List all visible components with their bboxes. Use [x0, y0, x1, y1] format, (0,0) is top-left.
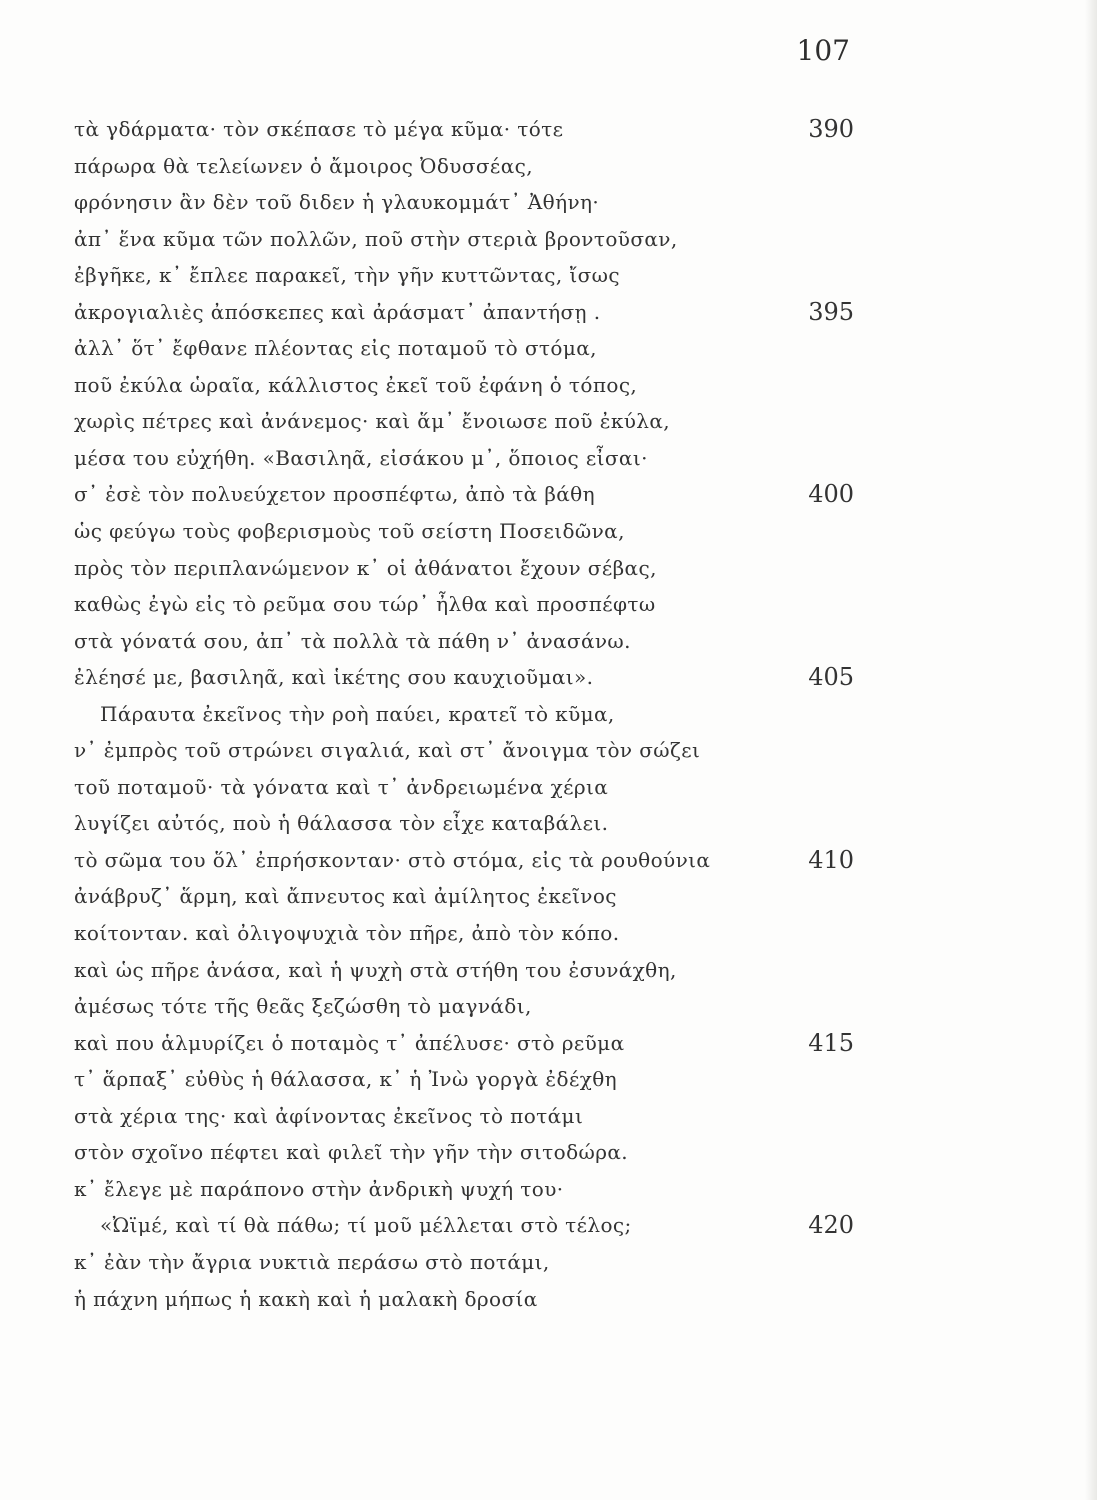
- verse-line: [74, 805, 854, 842]
- verse-line: [74, 659, 854, 696]
- poem-text: [74, 111, 854, 1317]
- verse-line: [74, 842, 854, 879]
- verse-text: Πάραυτα ἐκεῖνος τὴν ροὴ παύει, κρατεῖ τὸ κῦμα,: [100, 701, 615, 726]
- verse-line: [74, 403, 854, 440]
- page-number: 107: [796, 34, 850, 67]
- verse-line: [74, 915, 854, 952]
- verse-text: χωρὶς πέτρες καὶ ἀνάνεμος· καὶ ἅμ᾽ ἔνοιωσε ποῦ ἐκύλα,: [74, 409, 671, 434]
- verse-line: [74, 732, 854, 769]
- verse-text: ποῦ ἐκύλα ὡραῖα, κάλλιστος ἐκεῖ τοῦ ἐφάνη ὁ τόπος,: [74, 372, 638, 397]
- verse-text: καὶ που ἁλμυρίζει ὁ ποταμὸς τ᾽ ἀπέλυσε· στὸ ρεῦμα: [74, 1030, 625, 1055]
- verse-text: ὡς φεύγω τοὺς φοβερισμοὺς τοῦ σείστη Ποσειδῶνα,: [74, 519, 625, 544]
- line-number: 400: [808, 480, 854, 509]
- verse-line: [74, 330, 854, 367]
- verse-line: [74, 1281, 854, 1318]
- verse-text: ἀμέσως τότε τῆς θεᾶς ξεζώσθη τὸ μαγνάδι,: [74, 994, 532, 1019]
- verse-text: ἀνάβρυζ᾽ ἅρμη, καὶ ἄπνευτος καὶ ἀμίλητος ἐκεῖνος: [74, 884, 617, 909]
- verse-text: ἀκρογιαλιὲς ἀπόσκεπες καὶ ἀράσματ᾽ ἀπαντήσῃ .: [74, 299, 601, 324]
- verse-line: [74, 111, 854, 148]
- verse-line: [74, 1244, 854, 1281]
- verse-text: τ᾽ ἅρπαξ᾽ εὐθὺς ἡ θάλασσα, κ᾽ ἡ Ἰνὼ γοργὰ ἐδέχθη: [74, 1067, 618, 1092]
- verse-text: ἀπ᾽ ἕνα κῦμα τῶν πολλῶν, ποῦ στὴν στεριὰ βροντοῦσαν,: [74, 226, 678, 251]
- verse-line: [74, 513, 854, 550]
- verse-line: [74, 769, 854, 806]
- verse-text: ἡ πάχνη μήπως ἡ κακὴ καὶ ἡ μαλακὴ δροσία: [74, 1286, 538, 1311]
- verse-text: κ᾽ ἐὰν τὴν ἄγρια νυκτιὰ περάσω στὸ ποτάμι,: [74, 1249, 550, 1274]
- verse-line: [74, 440, 854, 477]
- verse-line: [74, 988, 854, 1025]
- verse-line: [74, 878, 854, 915]
- verse-text: λυγίζει αὐτός, ποὺ ἡ θάλασσα τὸν εἶχε καταβάλει.: [74, 811, 609, 836]
- verse-text: ν᾽ ἐμπρὸς τοῦ στρώνει σιγαλιά, καὶ στ᾽ ἄνοιγμα τὸν σώζει: [74, 738, 701, 763]
- verse-line: [74, 550, 854, 587]
- line-number: 390: [808, 115, 854, 143]
- verse-line: [74, 623, 854, 660]
- line-number: 395: [808, 297, 854, 326]
- line-number: 415: [808, 1028, 854, 1057]
- verse-text: πάρωρα θὰ τελείωνεν ὁ ἄμοιρος Ὀδυσσέας,: [74, 153, 533, 178]
- verse-text: μέσα του εὐχήθη. «Βασιληᾶ, εἰσάκου μ᾽, ὅποιος εἶσαι·: [74, 445, 648, 470]
- verse-line: [74, 1098, 854, 1135]
- verse-text: ἀλλ᾽ ὅτ᾽ ἔφθανε πλέοντας εἰς ποταμοῦ τὸ στόμα,: [74, 336, 597, 361]
- verse-text: στὸν σχοῖνο πέφτει καὶ φιλεῖ τὴν γῆν τὴν σιτοδώρα.: [74, 1140, 629, 1165]
- verse-line: [74, 221, 854, 258]
- verse-line: [74, 148, 854, 185]
- verse-text: καθὼς ἐγὼ εἰς τὸ ρεῦμα σου τώρ᾽ ἦλθα καὶ προσπέφτω: [74, 592, 656, 617]
- verse-text: καὶ ὡς πῆρε ἀνάσα, καὶ ἡ ψυχὴ στὰ στήθη του ἐσυνάχθη,: [74, 957, 677, 982]
- verse-line: [74, 367, 854, 404]
- verse-text: στὰ γόνατά σου, ἀπ᾽ τὰ πολλὰ τὰ πάθη ν᾽ ἀνασάνω.: [74, 628, 631, 653]
- line-number: 410: [808, 845, 854, 874]
- page-edge-shadow: [1085, 0, 1097, 1500]
- line-number: 420: [808, 1211, 854, 1240]
- verse-text: πρὸς τὸν περιπλανώμενον κ᾽ οἱ ἀθάνατοι ἔχουν σέβας,: [74, 555, 657, 580]
- verse-text: κοίτονταν. καὶ ὀλιγοψυχιὰ τὸν πῆρε, ἀπὸ τὸν κόπο.: [74, 921, 620, 946]
- verse-text: τὰ γδάρματα· τὸν σκέπασε τὸ μέγα κῦμα· τότε: [74, 117, 564, 141]
- verse-line: [74, 257, 854, 294]
- verse-text: ἐλέησέ με, βασιληᾶ, καὶ ἱκέτης σου καυχιοῦμαι».: [74, 665, 594, 690]
- verse-line: [74, 1025, 854, 1062]
- verse-text: «Ὠϊμέ, καὶ τί θὰ πάθω; τί μοῦ μέλλεται στὸ τέλος;: [100, 1213, 632, 1238]
- verse-line: [74, 476, 854, 513]
- verse-line: [74, 294, 854, 331]
- verse-line: [74, 1207, 854, 1244]
- verse-text: σ᾽ ἐσὲ τὸν πολυεύχετον προσπέφτω, ἀπὸ τὰ βάθη: [74, 482, 596, 507]
- verse-line: [74, 586, 854, 623]
- verse-line: [74, 184, 854, 221]
- verse-text: τοῦ ποταμοῦ· τὰ γόνατα καὶ τ᾽ ἀνδρειωμένα χέρια: [74, 774, 609, 799]
- verse-text: ἐβγῆκε, κ᾽ ἔπλεε παρακεῖ, τὴν γῆν κυττῶντας, ἴσως: [74, 263, 620, 288]
- verse-line: [74, 1061, 854, 1098]
- verse-text: τὸ σῶμα του ὅλ᾽ ἐπρήσκονταν· στὸ στόμα, εἰς τὰ ρουθούνια: [74, 847, 711, 872]
- verse-text: κ᾽ ἔλεγε μὲ παράπονο στὴν ἀνδρικὴ ψυχή του·: [74, 1176, 564, 1201]
- verse-text: φρόνησιν ἂν δὲν τοῦ διδεν ἡ γλαυκομμάτ᾽ Ἀθήνη·: [74, 190, 600, 215]
- verse-line: [74, 952, 854, 989]
- verse-line: [74, 1171, 854, 1208]
- verse-line: [74, 696, 854, 733]
- verse-text: στὰ χέρια της· καὶ ἀφίνοντας ἐκεῖνος τὸ ποτάμι: [74, 1103, 584, 1128]
- line-number: 405: [808, 663, 854, 692]
- verse-line: [74, 1134, 854, 1171]
